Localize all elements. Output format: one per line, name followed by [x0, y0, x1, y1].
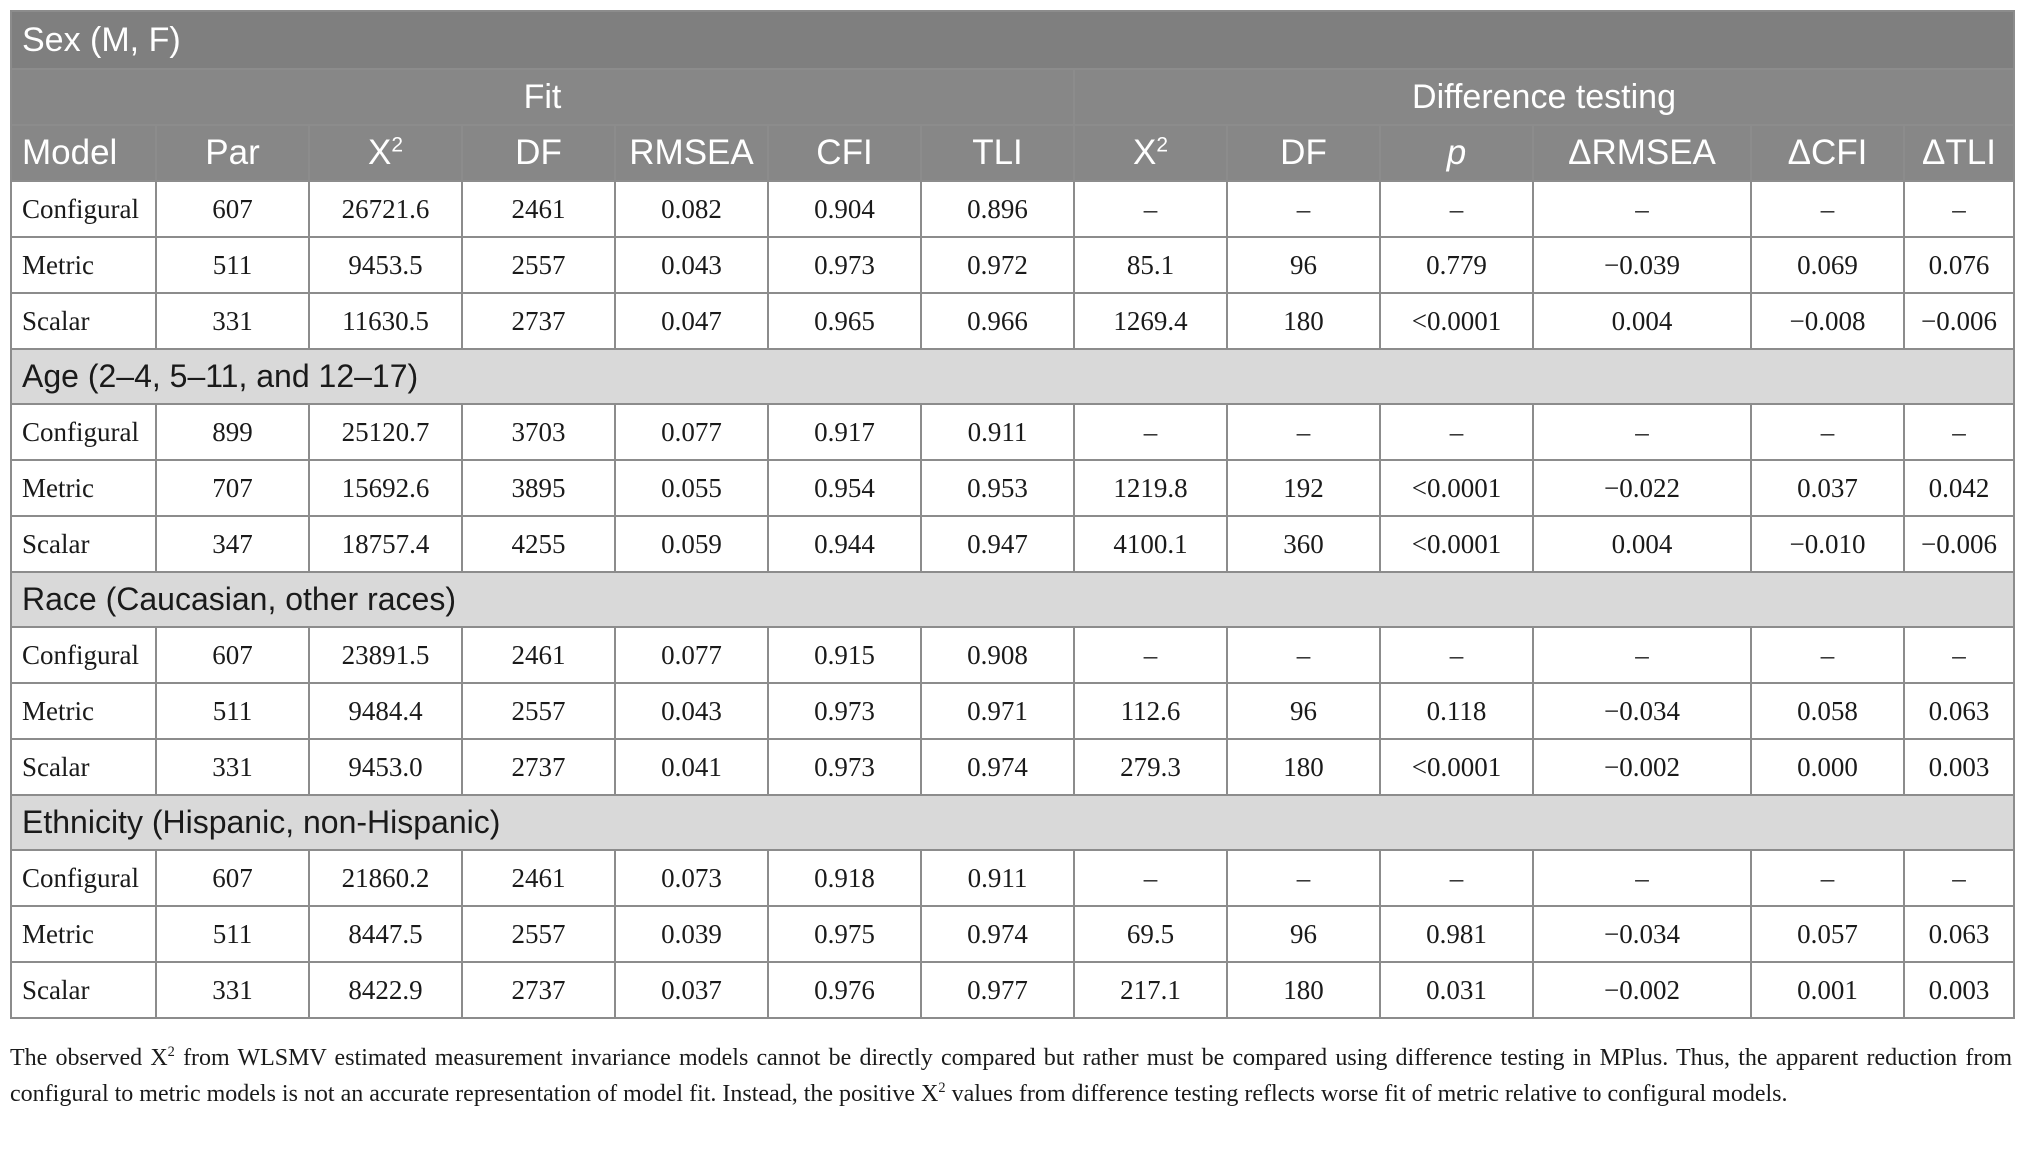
cell-delta-rmsea: −0.002	[1533, 962, 1751, 1018]
cell-tli: 0.953	[921, 460, 1074, 516]
cell-diff-chisq: 112.6	[1074, 683, 1227, 739]
cell-cfi: 0.904	[768, 181, 921, 237]
cell-diff-chisq: 4100.1	[1074, 516, 1227, 572]
cell-rmsea: 0.082	[615, 181, 768, 237]
cell-delta-cfi: –	[1751, 850, 1904, 906]
cell-delta-tli: –	[1904, 850, 2014, 906]
cell-rmsea: 0.073	[615, 850, 768, 906]
cell-tli: 0.971	[921, 683, 1074, 739]
table-row	[11, 683, 2014, 739]
table-row	[11, 906, 2014, 962]
cell-delta-tli: –	[1904, 181, 2014, 237]
cell-p: –	[1380, 404, 1533, 460]
invariance-table	[10, 10, 2015, 1019]
col-header-delta-cfi: ΔCFI	[1751, 125, 1904, 181]
cell-p: –	[1380, 627, 1533, 683]
cell-par: 331	[156, 293, 309, 349]
cell-chisq: 26721.6	[309, 181, 462, 237]
cell-p: –	[1380, 181, 1533, 237]
cell-tli: 0.977	[921, 962, 1074, 1018]
cell-tli: 0.908	[921, 627, 1074, 683]
cell-df: 2461	[462, 850, 615, 906]
table-row	[11, 181, 2014, 237]
cell-rmsea: 0.077	[615, 627, 768, 683]
col-header-df: DF	[462, 125, 615, 181]
cell-cfi: 0.973	[768, 739, 921, 795]
cell-tli: 0.947	[921, 516, 1074, 572]
cell-df: 2557	[462, 683, 615, 739]
cell-diff-chisq: –	[1074, 850, 1227, 906]
cell-delta-tli: 0.063	[1904, 906, 2014, 962]
cell-delta-cfi: −0.008	[1751, 293, 1904, 349]
cell-rmsea: 0.055	[615, 460, 768, 516]
cell-diff-df: 96	[1227, 237, 1380, 293]
cell-tli: 0.972	[921, 237, 1074, 293]
cell-diff-df: 192	[1227, 460, 1380, 516]
cell-chisq: 8447.5	[309, 906, 462, 962]
cell-delta-tli: 0.063	[1904, 683, 2014, 739]
cell-tli: 0.974	[921, 906, 1074, 962]
table-row	[11, 237, 2014, 293]
cell-par: 331	[156, 739, 309, 795]
cell-model: Configural	[11, 404, 156, 460]
cell-p: 0.981	[1380, 906, 1533, 962]
table-header	[11, 11, 2014, 181]
col-header-diff-chisq-sup: 2	[1156, 133, 1169, 157]
cell-delta-cfi: 0.058	[1751, 683, 1904, 739]
section-title: Ethnicity (Hispanic, non-Hispanic)	[11, 795, 2014, 850]
section-row	[11, 572, 2014, 627]
cell-par: 899	[156, 404, 309, 460]
cell-diff-df: 96	[1227, 906, 1380, 962]
cell-diff-df: 360	[1227, 516, 1380, 572]
cell-diff-df: 180	[1227, 293, 1380, 349]
cell-tli: 0.911	[921, 850, 1074, 906]
cell-p: 0.031	[1380, 962, 1533, 1018]
cell-df: 2737	[462, 293, 615, 349]
col-header-par: Par	[156, 125, 309, 181]
cell-chisq: 25120.7	[309, 404, 462, 460]
cell-df: 2461	[462, 181, 615, 237]
cell-par: 607	[156, 627, 309, 683]
cell-delta-tli: −0.006	[1904, 516, 2014, 572]
cell-model: Scalar	[11, 962, 156, 1018]
table-row	[11, 850, 2014, 906]
cell-df: 2737	[462, 739, 615, 795]
cell-diff-chisq: 217.1	[1074, 962, 1227, 1018]
section-title: Sex (M, F)	[11, 11, 2014, 69]
table-row	[11, 460, 2014, 516]
cell-rmsea: 0.037	[615, 962, 768, 1018]
cell-diff-chisq: –	[1074, 181, 1227, 237]
col-header-delta-tli: ΔTLI	[1904, 125, 2014, 181]
cell-delta-tli: 0.076	[1904, 237, 2014, 293]
column-header-row	[11, 125, 2014, 181]
cell-rmsea: 0.047	[615, 293, 768, 349]
cell-delta-cfi: –	[1751, 404, 1904, 460]
cell-cfi: 0.944	[768, 516, 921, 572]
cell-model: Scalar	[11, 739, 156, 795]
cell-chisq: 9453.0	[309, 739, 462, 795]
table-container	[10, 10, 2012, 1019]
cell-model: Scalar	[11, 293, 156, 349]
cell-chisq: 9484.4	[309, 683, 462, 739]
cell-cfi: 0.918	[768, 850, 921, 906]
col-header-chisq-label: X	[367, 133, 392, 172]
cell-cfi: 0.954	[768, 460, 921, 516]
cell-delta-cfi: 0.057	[1751, 906, 1904, 962]
cell-model: Metric	[11, 460, 156, 516]
cell-chisq: 18757.4	[309, 516, 462, 572]
cell-diff-df: –	[1227, 181, 1380, 237]
col-header-model: Model	[11, 125, 156, 181]
col-header-diff-df: DF	[1227, 125, 1380, 181]
cell-cfi: 0.965	[768, 293, 921, 349]
cell-diff-df: 180	[1227, 739, 1380, 795]
cell-diff-chisq: –	[1074, 404, 1227, 460]
cell-model: Metric	[11, 906, 156, 962]
footnote-part2: from WLSMV estimated measurement invariance models cannot be directly compared but rather must be compared using difference testing in MPlus. Thus, the apparent reduction from configural to metric models is not an accurate representation of model fit. Instead, the positive X	[10, 1045, 2013, 1107]
cell-delta-rmsea: –	[1533, 627, 1751, 683]
footnote-sup2: 2	[938, 1080, 946, 1096]
cell-delta-tli: –	[1904, 404, 2014, 460]
cell-cfi: 0.917	[768, 404, 921, 460]
table-body	[11, 181, 2014, 1018]
cell-rmsea: 0.077	[615, 404, 768, 460]
cell-par: 707	[156, 460, 309, 516]
cell-df: 2557	[462, 237, 615, 293]
cell-delta-cfi: 0.001	[1751, 962, 1904, 1018]
section-title: Race (Caucasian, other races)	[11, 572, 2014, 627]
cell-par: 607	[156, 850, 309, 906]
footnote	[10, 1040, 2012, 1112]
cell-cfi: 0.975	[768, 906, 921, 962]
col-header-chisq	[309, 125, 462, 181]
cell-diff-chisq: 85.1	[1074, 237, 1227, 293]
cell-delta-cfi: –	[1751, 627, 1904, 683]
cell-delta-rmsea: –	[1533, 181, 1751, 237]
cell-par: 511	[156, 237, 309, 293]
cell-chisq: 15692.6	[309, 460, 462, 516]
col-header-delta-rmsea: ΔRMSEA	[1533, 125, 1751, 181]
group-header-difference: Difference testing	[1074, 69, 2014, 125]
group-header-fit: Fit	[11, 69, 1074, 125]
cell-delta-rmsea: −0.034	[1533, 906, 1751, 962]
cell-chisq: 11630.5	[309, 293, 462, 349]
cell-rmsea: 0.043	[615, 683, 768, 739]
cell-par: 511	[156, 906, 309, 962]
cell-delta-rmsea: −0.034	[1533, 683, 1751, 739]
cell-df: 2461	[462, 627, 615, 683]
col-header-p: p	[1380, 125, 1533, 181]
cell-df: 2557	[462, 906, 615, 962]
footnote-part3: values from difference testing reflects worse fit of metric relative to configural models.	[945, 1081, 1788, 1107]
cell-delta-rmsea: –	[1533, 850, 1751, 906]
cell-model: Configural	[11, 181, 156, 237]
cell-df: 3703	[462, 404, 615, 460]
cell-delta-tli: –	[1904, 627, 2014, 683]
cell-tli: 0.911	[921, 404, 1074, 460]
cell-diff-df: –	[1227, 404, 1380, 460]
table-row	[11, 293, 2014, 349]
cell-rmsea: 0.041	[615, 739, 768, 795]
cell-df: 3895	[462, 460, 615, 516]
cell-delta-tli: −0.006	[1904, 293, 2014, 349]
cell-diff-chisq: –	[1074, 627, 1227, 683]
cell-p: <0.0001	[1380, 516, 1533, 572]
cell-model: Metric	[11, 683, 156, 739]
cell-rmsea: 0.059	[615, 516, 768, 572]
cell-rmsea: 0.043	[615, 237, 768, 293]
cell-rmsea: 0.039	[615, 906, 768, 962]
col-header-chisq-sup: 2	[391, 133, 404, 157]
cell-diff-chisq: 279.3	[1074, 739, 1227, 795]
col-header-diff-chisq	[1074, 125, 1227, 181]
section-row	[11, 349, 2014, 404]
cell-cfi: 0.973	[768, 237, 921, 293]
cell-par: 331	[156, 962, 309, 1018]
section-row	[11, 795, 2014, 850]
table-row	[11, 404, 2014, 460]
cell-p: –	[1380, 850, 1533, 906]
col-header-tli: TLI	[921, 125, 1074, 181]
cell-df: 4255	[462, 516, 615, 572]
cell-chisq: 8422.9	[309, 962, 462, 1018]
col-header-cfi: CFI	[768, 125, 921, 181]
table-row	[11, 627, 2014, 683]
cell-model: Configural	[11, 627, 156, 683]
cell-diff-df: –	[1227, 627, 1380, 683]
table-row	[11, 516, 2014, 572]
table-row	[11, 962, 2014, 1018]
cell-par: 607	[156, 181, 309, 237]
cell-delta-tli: 0.042	[1904, 460, 2014, 516]
cell-delta-rmsea: −0.002	[1533, 739, 1751, 795]
cell-df: 2737	[462, 962, 615, 1018]
col-header-rmsea: RMSEA	[615, 125, 768, 181]
cell-diff-chisq: 69.5	[1074, 906, 1227, 962]
cell-chisq: 23891.5	[309, 627, 462, 683]
cell-delta-cfi: 0.069	[1751, 237, 1904, 293]
cell-tli: 0.896	[921, 181, 1074, 237]
cell-delta-cfi: –	[1751, 181, 1904, 237]
cell-tli: 0.966	[921, 293, 1074, 349]
footnote-part1: The observed X	[10, 1045, 168, 1071]
cell-p: 0.779	[1380, 237, 1533, 293]
cell-delta-rmsea: –	[1533, 404, 1751, 460]
cell-cfi: 0.973	[768, 683, 921, 739]
cell-diff-df: –	[1227, 850, 1380, 906]
group-header-row	[11, 69, 2014, 125]
cell-p: <0.0001	[1380, 739, 1533, 795]
cell-delta-rmsea: 0.004	[1533, 516, 1751, 572]
cell-par: 511	[156, 683, 309, 739]
cell-cfi: 0.976	[768, 962, 921, 1018]
cell-diff-df: 96	[1227, 683, 1380, 739]
cell-delta-rmsea: −0.022	[1533, 460, 1751, 516]
cell-diff-df: 180	[1227, 962, 1380, 1018]
cell-model: Configural	[11, 850, 156, 906]
cell-delta-cfi: −0.010	[1751, 516, 1904, 572]
cell-model: Scalar	[11, 516, 156, 572]
cell-diff-chisq: 1219.8	[1074, 460, 1227, 516]
cell-model: Metric	[11, 237, 156, 293]
footnote-sup1: 2	[167, 1044, 175, 1060]
cell-delta-tli: 0.003	[1904, 739, 2014, 795]
cell-delta-tli: 0.003	[1904, 962, 2014, 1018]
section-row	[11, 11, 2014, 69]
cell-delta-cfi: 0.000	[1751, 739, 1904, 795]
cell-p: <0.0001	[1380, 460, 1533, 516]
cell-delta-cfi: 0.037	[1751, 460, 1904, 516]
cell-cfi: 0.915	[768, 627, 921, 683]
section-title: Age (2–4, 5–11, and 12–17)	[11, 349, 2014, 404]
cell-delta-rmsea: 0.004	[1533, 293, 1751, 349]
table-row	[11, 739, 2014, 795]
col-header-diff-chisq-label: X	[1132, 133, 1157, 172]
cell-p: <0.0001	[1380, 293, 1533, 349]
cell-par: 347	[156, 516, 309, 572]
cell-diff-chisq: 1269.4	[1074, 293, 1227, 349]
cell-tli: 0.974	[921, 739, 1074, 795]
cell-chisq: 21860.2	[309, 850, 462, 906]
cell-p: 0.118	[1380, 683, 1533, 739]
cell-delta-rmsea: −0.039	[1533, 237, 1751, 293]
cell-chisq: 9453.5	[309, 237, 462, 293]
